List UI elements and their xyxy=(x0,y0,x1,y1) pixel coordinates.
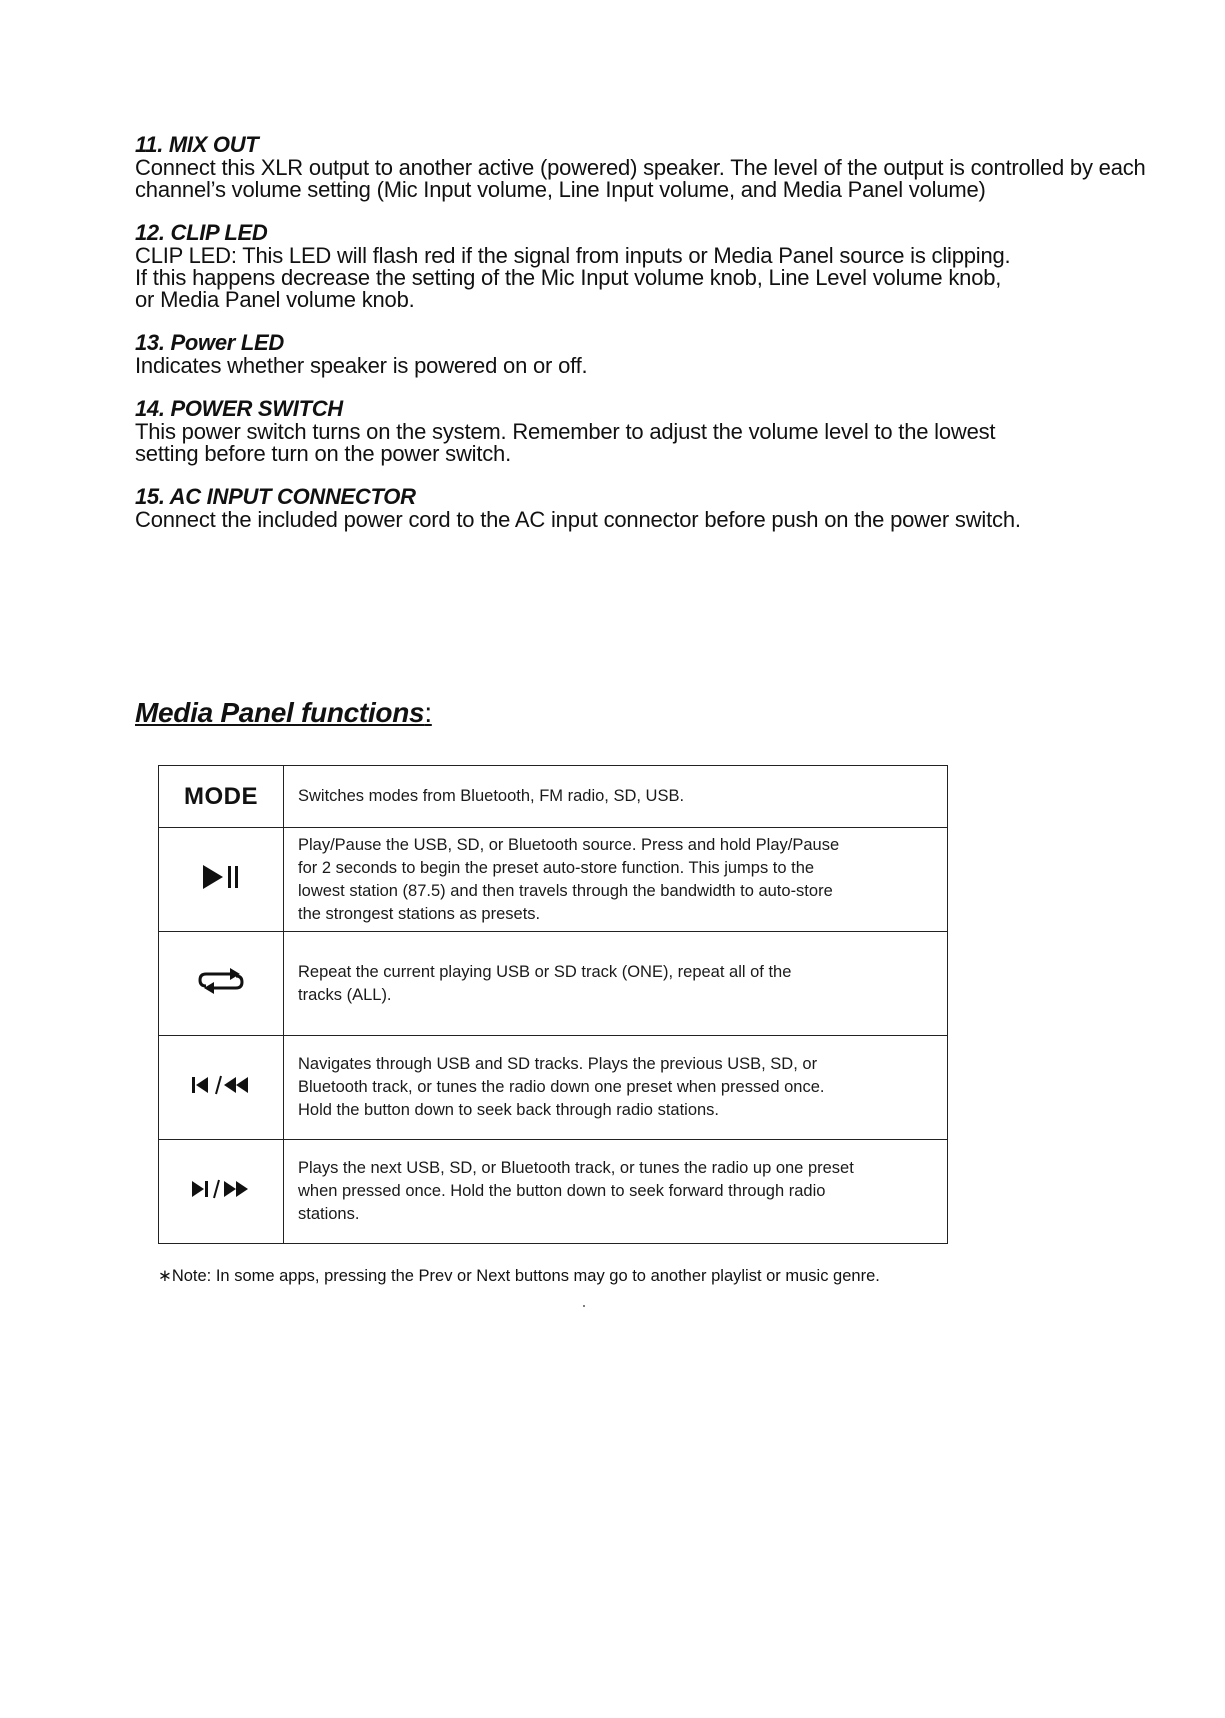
next-forward-icon xyxy=(190,1178,252,1205)
table-row xyxy=(159,1036,948,1140)
description-line: Plays the next USB, SD, or Bluetooth track, or tunes the radio up one preset xyxy=(298,1159,854,1177)
symbol-cell xyxy=(159,828,284,932)
section-ac-input xyxy=(135,485,1210,531)
description-cell xyxy=(284,766,948,828)
symbol-cell xyxy=(159,1036,284,1140)
description-cell xyxy=(284,828,948,932)
section-heading: 15. AC INPUT CONNECTOR xyxy=(135,484,416,509)
body-line: CLIP LED: This LED will flash red if the signal from inputs or Media Panel source is clipping. xyxy=(135,243,1011,268)
section-body xyxy=(135,157,1210,201)
description-line: Navigates through USB and SD tracks. Plays the previous USB, SD, or xyxy=(298,1055,818,1073)
table-row xyxy=(159,1140,948,1244)
description-line: the strongest stations as presets. xyxy=(298,904,541,923)
section-power-led xyxy=(135,331,1210,377)
body-line: Indicates whether speaker is powered on or off. xyxy=(135,353,588,378)
description-line: when pressed once. Hold the button down to seek forward through radio xyxy=(298,1182,826,1200)
media-panel-table xyxy=(158,765,948,1244)
body-line: Connect this XLR output to another active (powered) speaker. The level of the output is controlled by each xyxy=(135,155,1146,180)
section-power-switch xyxy=(135,397,1210,465)
media-panel-title-colon: : xyxy=(424,697,432,728)
description-line: Play/Pause the USB, SD, or Bluetooth source. Press and hold Play/Pause xyxy=(298,835,840,854)
body-line: or Media Panel volume knob. xyxy=(135,287,415,312)
body-line: This power switch turns on the system. Remember to adjust the volume level to the lowest xyxy=(135,419,996,444)
section-heading: 13. Power LED xyxy=(135,330,284,355)
footnote: ∗Note: In some apps, pressing the Prev or Next buttons may go to another playlist or music genre. xyxy=(158,1267,880,1285)
description-line: Bluetooth track, or tunes the radio down one preset when pressed once. xyxy=(298,1078,825,1096)
symbol-cell xyxy=(159,932,284,1036)
description-cell xyxy=(284,932,948,1036)
body-line: setting before turn on the power switch. xyxy=(135,441,511,466)
section-heading: 12. CLIP LED xyxy=(135,220,268,245)
section-body xyxy=(135,355,1210,377)
repeat-icon xyxy=(196,966,246,1001)
description-line: tracks (ALL). xyxy=(298,985,392,1004)
section-heading: 11. MIX OUT xyxy=(135,132,259,157)
body-line: If this happens decrease the setting of the Mic Input volume knob, Line Level volume knob, xyxy=(135,265,1002,290)
description-line: for 2 seconds to begin the preset auto-store function. This jumps to the xyxy=(298,858,815,877)
description-cell xyxy=(284,1140,948,1244)
stray-dot xyxy=(583,1305,585,1307)
description-line: lowest station (87.5) and then travels through the bandwidth to auto-store xyxy=(298,881,833,900)
description-line: Switches modes from Bluetooth, FM radio, SD, USB. xyxy=(298,787,685,805)
symbol-cell xyxy=(159,766,284,828)
previous-rewind-icon xyxy=(190,1074,252,1101)
play-pause-icon xyxy=(201,864,241,895)
section-body xyxy=(135,245,1210,311)
media-panel-title xyxy=(135,697,432,729)
section-mix-out xyxy=(135,133,1210,201)
description-line: stations. xyxy=(298,1205,360,1223)
section-body xyxy=(135,509,1210,531)
media-panel-title-text: Media Panel functions xyxy=(135,697,425,728)
body-line: channel’s volume setting (Mic Input volume, Line Input volume, and Media Panel volume) xyxy=(135,177,986,202)
section-body xyxy=(135,421,1210,465)
mode-label: MODE xyxy=(184,782,258,810)
section-heading: 14. POWER SWITCH xyxy=(135,396,343,421)
description-line: Repeat the current playing USB or SD track (ONE), repeat all of the xyxy=(298,962,792,981)
body-line: Connect the included power cord to the AC input connector before push on the power switch. xyxy=(135,507,1021,532)
table-row xyxy=(159,828,948,932)
description-cell xyxy=(284,1036,948,1140)
table-row xyxy=(159,766,948,828)
description-line: Hold the button down to seek back through radio stations. xyxy=(298,1101,720,1119)
section-clip-led xyxy=(135,221,1210,311)
symbol-cell xyxy=(159,1140,284,1244)
table-row xyxy=(159,932,948,1036)
